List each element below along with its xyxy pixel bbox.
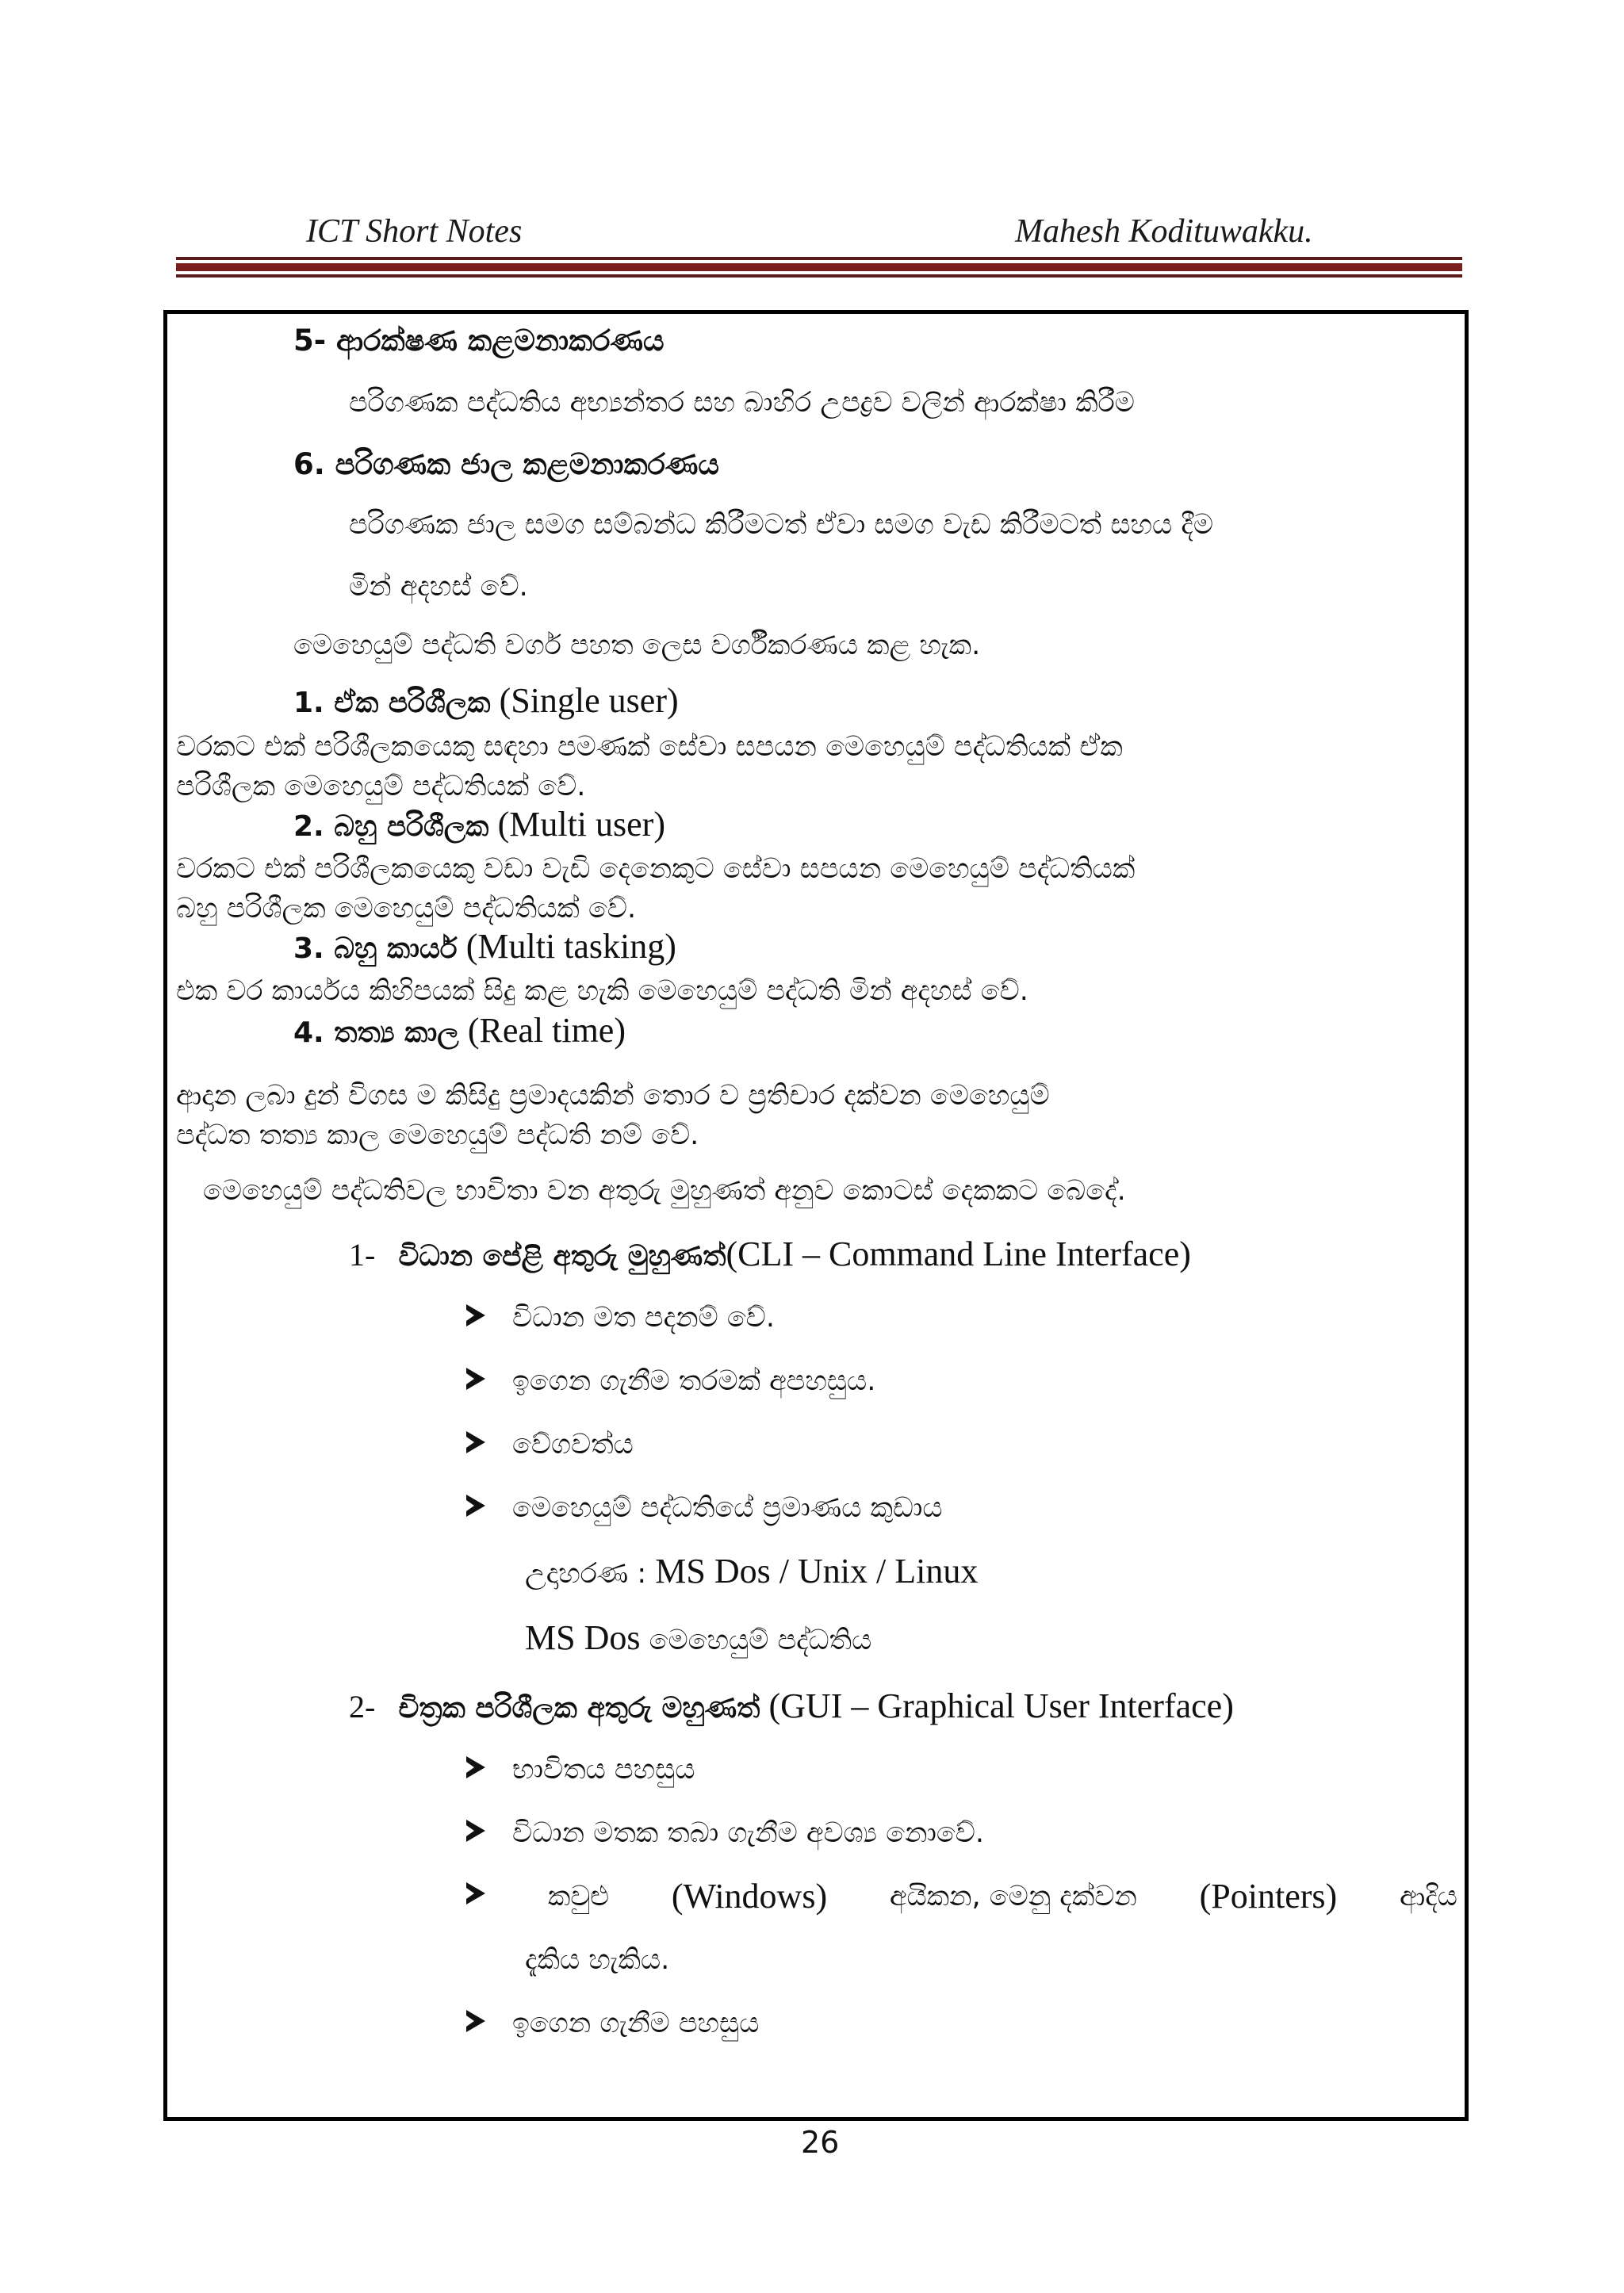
classification-intro: මෙහෙයුම් පද්ධති වර්ග පහත ලෙස වර්ගීකරණය කළ හැක. (293, 630, 981, 661)
type2-heading (293, 807, 665, 844)
cli-example-value: MS Dos / Unix / Linux (655, 1552, 979, 1591)
gui-bullet3-e: ආදිය (1400, 1881, 1457, 1912)
header-author: Mahesh Kodituwakku. (1015, 213, 1313, 250)
gui-bullet-text: භාවිතය පහසුය (512, 1754, 695, 1786)
page-number: 26 (801, 2125, 840, 2160)
gui-bullet3-b: (Windows) (671, 1877, 828, 1916)
cli-bullet-text: විධාන මත පදනම් වේ. (512, 1302, 775, 1334)
section5-body: පරිගණක පද්ධතිය අභ්‍යන්තර සහ බාහිර උපද්‍රව වලින් ආරක්ෂා කිරීම (349, 387, 1135, 419)
cli-bullet-text: මෙහෙයුම් පද්ධතියේ ප්‍රමාණය කුඩාය (512, 1492, 943, 1524)
header-left-title: ICT Short Notes (306, 213, 523, 250)
type3-title: 3. බහු කාර්ය (293, 932, 458, 965)
type2-english: (Multi user) (497, 805, 665, 844)
type1-title: 1. ඒක පරිශීලක (293, 687, 491, 719)
cli-bullet-text: වේගවත්ය (512, 1429, 634, 1460)
type4-english: (Real time) (467, 1011, 626, 1050)
type3-english: (Multi tasking) (465, 927, 676, 966)
type1-line2: පරිශීලක මෙහෙයුම් පද්ධතියක් වේ. (176, 771, 586, 802)
type3-line1: එක වර කාර්යය කිහිපයක් සිදු කළ හැකි මෙහෙයුම් පද්ධති මින් අදහස් වේ. (176, 975, 1028, 1007)
header-rule-thick (176, 263, 1462, 271)
cli-number: 1- (349, 1237, 376, 1273)
cli-english: (CLI – Command Line Interface) (726, 1235, 1191, 1273)
gui-bullet (466, 1752, 695, 1787)
gui-number: 2- (349, 1689, 376, 1725)
cli-bullet (466, 1300, 775, 1335)
gui-bullet-3 (466, 1879, 1457, 1914)
gui-bullet3-line2: දැකිය හැකිය. (525, 1944, 670, 1976)
cli-example-label: උදාහරණ : (525, 1558, 647, 1590)
arrow-bullet-icon (466, 2010, 485, 2032)
gui-bullet-text: ඉගෙන ගැනීම පහසුය (512, 2008, 760, 2039)
gui-bullet3-d: (Pointers) (1199, 1877, 1338, 1916)
cli-bullet (466, 1427, 634, 1462)
arrow-bullet-icon (466, 1820, 485, 1842)
gui-bullet3-a: කවුළු (547, 1881, 610, 1912)
type1-line1: වරකට එක් පරිශීලකයෙකු සඳහා පමණක් සේවා සපයන මෙහෙයුම් පද්ධතියක් ඒක (176, 731, 1123, 763)
gui-bullet (466, 2006, 759, 2041)
type4-title: 4. තත්‍ය කාල (293, 1016, 459, 1049)
type3-heading (293, 929, 676, 967)
type4-line1: ආදාන ලබා දුන් විගස ම කිසිදු ප්‍රමාදයකින් තොර ව ප්‍රතිචාර දක්වන මෙහෙයුම් (176, 1080, 1050, 1112)
cli-example2 (525, 1618, 872, 1658)
cli-title: විධාන පේළි අතුරු මුහුණත් (398, 1240, 726, 1273)
gui-bullet3-c: අයිකන, මෙනු දක්වන (889, 1881, 1137, 1912)
type2-title: 2. බහු පරිශීලක (293, 810, 489, 843)
arrow-bullet-icon (466, 1882, 485, 1904)
section6-title: 6. පරිගණක ජාල කළමනාකරණය (293, 447, 719, 481)
section6-body-line2: මින් අදහස් වේ. (349, 571, 528, 603)
arrow-bullet-icon (466, 1495, 485, 1517)
cli-bullet (466, 1491, 943, 1525)
cli-example2-si: මෙහෙයුම් පද්ධතිය (649, 1625, 872, 1656)
gui-title: චිත්‍රක පරිශීලක අතුරු මහුණත් (398, 1692, 760, 1725)
gui-bullet-text: විධාන මතක තබා ගැනීම අවශ්‍ය නොවේ. (512, 1817, 985, 1849)
cli-example2-en: MS Dos (525, 1618, 641, 1657)
gui-english: (GUI – Graphical User Interface) (768, 1686, 1234, 1725)
arrow-bullet-icon (466, 1431, 485, 1453)
type4-line2: පද්ධත තත්‍ය කාල මෙහෙයුම් පද්ධති නම් වේ. (176, 1120, 699, 1151)
cli-bullet-text: ඉගෙන ගැනීම තරමක් අපහසුය. (512, 1365, 876, 1397)
interface-intro: මෙහෙයුම් පද්ධතිවල භාවිතා වන අතුරු මුහුණත් අනුව කොටස් දෙකකට බෙදේ. (203, 1175, 1126, 1207)
header-rule-thin-lower (176, 274, 1462, 278)
cli-example (525, 1554, 978, 1591)
section5-title: 5- ආරක්ෂණ කළමනාකරණය (293, 323, 665, 358)
section6-body-line1: පරිගණක ජාල සමග සම්බන්ධ කිරීමටත් ඒවා සමග වැඩ කිරීමටත් සහය දීම (349, 509, 1214, 541)
gui-bullet (466, 1816, 984, 1851)
arrow-bullet-icon (466, 1304, 485, 1326)
arrow-bullet-icon (466, 1368, 485, 1390)
cli-bullet (466, 1364, 875, 1399)
header-rule-thin (176, 257, 1462, 260)
type1-english: (Single user) (499, 681, 679, 720)
type4-heading (293, 1013, 626, 1051)
type2-line1: වරකට එක් පරිශීලකයෙකු වඩා වැඩි දෙනෙකුට සේවා සපයන මෙහෙයුම් පද්ධතියක් (176, 853, 1136, 885)
arrow-bullet-icon (466, 1756, 485, 1778)
type1-heading (293, 683, 679, 721)
gui-heading (349, 1686, 1234, 1726)
cli-heading (349, 1237, 1191, 1274)
type2-line2: බහු පරිශීලක මෙහෙයුම් පද්ධතියක් වේ. (176, 893, 637, 924)
